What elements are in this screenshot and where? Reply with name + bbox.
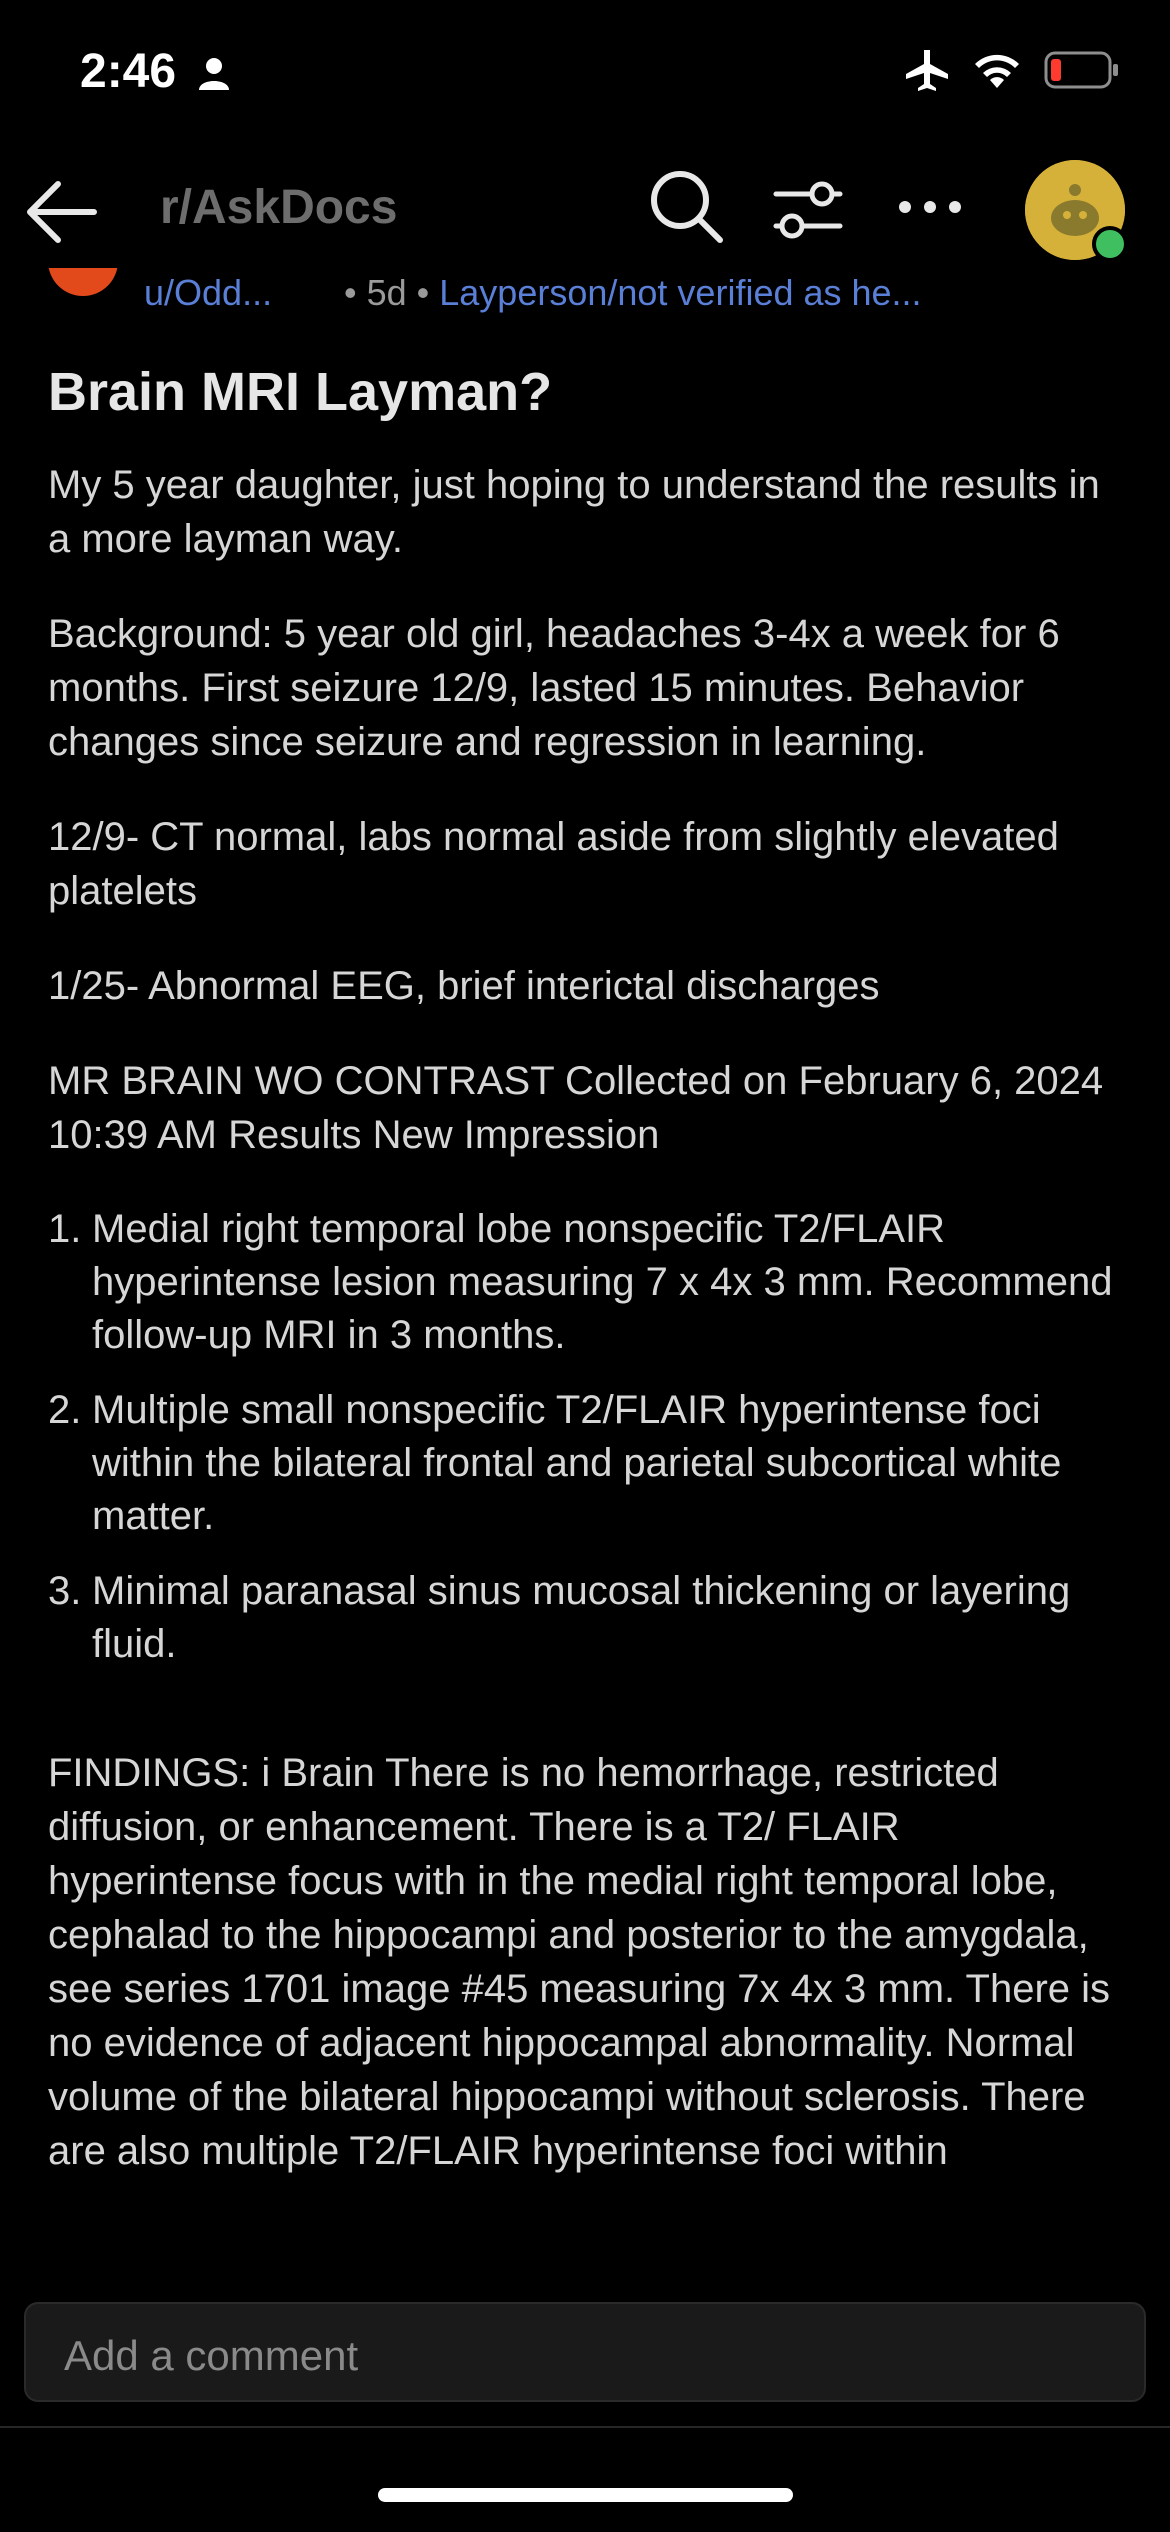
list-item-number: 1. [48, 1207, 82, 1251]
list-item [48, 1565, 1118, 1671]
list-item-text: Multiple small nonspecific T2/FLAIR hyperintense foci within the bilateral frontal and parietal subcortical white matter. [92, 1388, 1062, 1538]
status-icons [904, 48, 1120, 92]
findings-paragraph: FINDINGS: i Brain There is no hemorrhage, restricted diffusion, or enhancement. There is a T2/ FLAIR hyperintense focus with in the medial right temporal lobe, cephalad to the hippocampi and posterior to the amygdala, see series 1701 image #45 measuring 7x 4x 3 mm. There is no evidence of adjacent hippocampal abnormality. Normal volume of the bilateral hippocampi without sclerosis. There are also multiple T2/FLAIR hyperintense foci within [48, 1751, 1111, 2173]
comment-placeholder: Add a comment [64, 2332, 359, 2379]
post-title: Brain MRI Layman? [48, 362, 553, 422]
airplane-icon [904, 48, 950, 92]
back-arrow-icon[interactable] [22, 172, 102, 252]
filter-icon[interactable] [770, 172, 846, 248]
wifi-icon [972, 50, 1022, 90]
list-item-number: 3. [48, 1569, 82, 1613]
list-item-text: Minimal paranasal sinus mucosal thickening or layering fluid. [92, 1569, 1071, 1666]
status-time: 2:46 [80, 45, 177, 98]
search-icon[interactable] [648, 168, 726, 246]
post-meta-details: • 5d • Layperson/not verified as he... [344, 272, 922, 313]
list-item-number: 2. [48, 1388, 82, 1432]
battery-icon [1044, 51, 1120, 89]
post-paragraph: 1/25- Abnormal EEG, brief interictal discharges [48, 964, 880, 1008]
more-options-icon[interactable] [895, 172, 965, 242]
comment-input[interactable] [24, 2302, 1146, 2402]
list-item [48, 1203, 1118, 1362]
post-meta [48, 268, 1128, 318]
person-icon [196, 56, 232, 92]
post-paragraph: MR BRAIN WO CONTRAST Collected on February 6, 2024 10:39 AM Results New Impression [48, 1059, 1104, 1157]
online-status-dot [1092, 226, 1128, 262]
list-item [48, 1384, 1118, 1543]
status-bar [0, 0, 1170, 150]
divider [0, 2426, 1170, 2428]
user-flair: Layperson/not verified as he... [439, 272, 922, 313]
post-paragraph: My 5 year daughter, just hoping to understand the results in a more layman way. [48, 463, 1100, 561]
list-item-text: Medial right temporal lobe nonspecific T2/FLAIR hyperintense lesion measuring 7 x 4x 3 mm. Recommend follow-up MRI in 3 months. [92, 1207, 1113, 1357]
post-paragraph: 12/9- CT normal, labs normal aside from slightly elevated platelets [48, 815, 1059, 913]
post-paragraph: Background: 5 year old girl, headaches 3-4x a week for 6 months. First seizure 12/9, lasted 15 minutes. Behavior changes since seizure and regression in learning. [48, 612, 1060, 764]
nav-bar [0, 150, 1170, 270]
post-body [48, 360, 1118, 2260]
post-author[interactable]: u/Odd... [144, 272, 273, 313]
post-age: 5d [366, 272, 407, 313]
subreddit-avatar[interactable] [48, 268, 118, 296]
impression-list [48, 1203, 1118, 1671]
home-indicator[interactable] [378, 2488, 793, 2502]
subreddit-name[interactable]: r/AskDocs [160, 181, 398, 234]
